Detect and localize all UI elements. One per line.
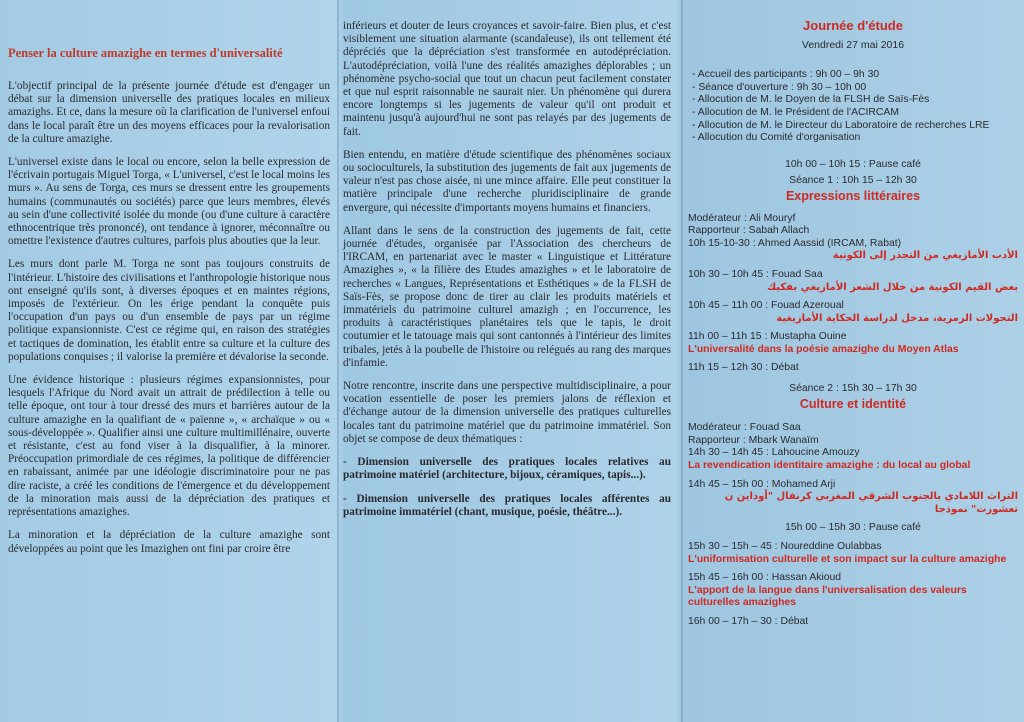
talk-title: التراث اللامادي بالجنوب الشرقي المغربي كرنفال "أوداين ن تعشورت" نموذجا [724, 491, 1018, 515]
seance-1: Séance 1 : 10h 15 – 12h 30 [789, 175, 917, 187]
talk-time: 15h 30 – 15h – 45 : Noureddine Oulabbas [688, 541, 882, 552]
pause-1: 10h 00 – 10h 15 : Pause café [785, 158, 921, 170]
talk-time: 11h 00 – 11h 15 : Mustapha Ouine [688, 331, 847, 343]
column-middle [343, 20, 671, 529]
talk-title: L'apport de la langue dans l'universalisation des valeurs culturelles amazighes [688, 584, 967, 609]
program-date: Vendredi 27 mai 2016 [801, 38, 905, 51]
list-item: - Allocution du Comité d'organisation [692, 132, 861, 144]
paragraph: L'objectif principal de la présente journée d'étude est d'engager un débat sur la dimension universelle des pratiques locales en milieux amazighs. Et ce, dans la mesure où la clarification de l'universel enfoui dans le local paraît être un des moyens efficaces pour la revalorisation de la culture amazighe. [8, 80, 330, 145]
paragraph: Notre rencontre, inscrite dans une perspective multidisciplinaire, a pour vocation essentielle de poser les premiers jalons de réflexion et d'échange autour de la dimension universelle des pratiques culturelles locales tant du patrimoine matériel que du patrimoine immatériel. Son objet se compose de deux thématiques : [343, 380, 671, 445]
list-item: - Allocution de M. le Directeur du Laboratoire de recherches LRE [692, 119, 990, 131]
session-2-talks-a [688, 447, 1018, 516]
article-title: Penser la culture amazighe en termes d'universalité [8, 46, 283, 60]
talk-title: التحولات الرمزية، مدخل لدراسة الحكاية الأمازيغية [776, 312, 1018, 324]
debat-1: 11h 15 – 12h 30 : Débat [688, 362, 799, 374]
paragraph: La minoration et la dépréciation de la culture amazighe sont développées au point que les Imazighen ont fini par croire être [8, 529, 330, 555]
paragraph: Les murs dont parle M. Torga ne sont pas toujours construits de l'intérieur. L'histoire des civilisations et l'anthropologie historique nous ont enseigné qu'ils sont, à diverses époques et en maintes régions, imposés de l'extérieur. On les érige pendant la conquête puis l'occupation d'un pays ou d'un ensemble de pays par un régime politique expansionniste. C'est ce régime qui, en raison des stratégies et tactiques de domination, les établit entre sa culture et la culture des populations conquises ; il valorise la première et dévalorise la seconde. [8, 258, 330, 363]
list-item: - Accueil des participants : 9h 00 – 9h 30 [692, 69, 880, 81]
section-2-title: Culture et identité [799, 396, 907, 411]
talk-time: 10h 30 – 10h 45 : Fouad Saa [688, 268, 823, 280]
fold-line-left [337, 0, 339, 722]
paragraph: inférieurs et douter de leurs croyances et savoir-faire. Bien plus, et c'est visiblement une situation alarmante (scandaleuse), ils ont tellement été dépréciés que la dépréciation s'est transformée en autodépréciation. L'autodépréciation, voilà l'une des réalités amazighes déplorables ; un phénomène psycho-social que tout un chacun peut facilement constater et que nul esprit raisonnable ne saurait nier. Un phénomène qui durera encore longtemps si les jugements de valeur qu'il ont produit et maintenu jusqu'à aujourd'hui ne sont pas relayés par des jugements de fait. [343, 20, 671, 138]
list-item: - Séance d'ouverture : 9h 30 – 10h 00 [692, 81, 867, 93]
talk-title: الأدب الأمازيغي من التجذر إلى الكونية [832, 250, 1018, 262]
moderator-1: Modérateur : Ali Mouryf [688, 212, 796, 224]
talk-time: 10h 45 – 11h 00 : Fouad Azeroual [688, 300, 844, 312]
seance-2: Séance 2 : 15h 30 – 17h 30 [789, 383, 917, 395]
debat-2: 16h 00 – 17h – 30 : Débat [688, 615, 809, 627]
column-left [8, 80, 330, 566]
column-program [688, 20, 1018, 629]
session-1-talks [688, 238, 1018, 357]
section-1-title: Expressions littéraires [785, 188, 921, 203]
talk-time: 14h 45 – 15h 00 : Mohamed Arji [688, 478, 836, 490]
talk-title: بعض القيم الكونية من خلال الشعر الأمازيغي بفكيك [766, 281, 1018, 293]
paragraph: Bien entendu, en matière d'étude scientifique des phénomènes sociaux ou socioculturels, la substitution des jugements de fait aux jugements de valeur n'est pas chose aisée, ni une mince affaire. Elle peut constituer la matière principale d'une recherche pluridisciplinaire de grande envergure, qui nécessite d'importants moyens humains et financiers. [343, 148, 671, 214]
theme-item: - Dimension universelle des pratiques locales relatives au patrimoine matériel (architecture, bijoux, céramiques, tapis...). [343, 456, 671, 482]
pause-2: 15h 00 – 15h 30 : Pause café [785, 522, 921, 534]
paragraph: Une évidence historique : plusieurs régimes expansionnistes, pour lesquels l'Afrique du Nord avait un attrait de prédilection à telle ou telle époque, ont tour à tour dressé des murs et barrières autour de la culture amazighe en la qualifiant de « païenne », « archaïque » ou « sous-développée ». Qualifier ainsi une culture multimillénaire, ouverte et résistante, c'est au fond viser à la disqualifier, à la minorer. Préoccupation primordiale de ces régimes, la politique de différencier en rabaissant, animée par une idéologie discriminatoire pour ne pas dire raciste, a créé les conditions de l'émergence et du développement de la minoration mais aussi de la dépréciation des pratiques et représentations amazighes. [8, 374, 330, 519]
talk-time: 14h 30 – 14h 45 : Lahoucine Amouzy [688, 447, 860, 459]
talk-time: 10h 15-10-30 : Ahmed Aassid (IRCAM, Rabat) [688, 237, 902, 249]
talk-title: La revendication identitaire amazighe : du local au global [688, 460, 971, 472]
rapporteur-2: Rapporteur : Mbark Wanaïm [688, 434, 819, 446]
talk-title: L'universalité dans la poésie amazighe du Moyen Atlas [688, 343, 959, 355]
list-item: - Allocution de M. le Doyen de la FLSH de Saïs-Fès [692, 94, 930, 106]
talk-time: 15h 45 – 16h 00 : Hassan Akioud [688, 572, 842, 584]
talk-title: L'uniformisation culturelle et son impact sur la culture amazighe [688, 553, 1007, 565]
fold-line-right [681, 0, 683, 722]
rapporteur-1: Rapporteur : Sabah Allach [688, 225, 810, 237]
opening-list [692, 69, 1018, 145]
program-title: Journée d'étude [803, 18, 903, 33]
paragraph: L'universel existe dans le local ou encore, selon la belle expression de l'écrivain portugais Miguel Torga, « L'universel, c'est le local moins les murs ». Au sens de Torga, ces murs se dressent entre les groupements humains (communautés ou sociétés) parce que leurs membres, élevés au sein d'une collectivité isolée du monde (ou d'une culture à caractère ethnocentrique très prononcé), ont tendance à ignorer, méconnaître ou omettre l'existence d'autres cultures, parfois plus abouties que la leur. [8, 156, 330, 248]
paragraph: Allant dans le sens de la construction des jugements de fait, cette journée d'études, organisée par l'Association des chercheurs de l'IRCAM, en partenariat avec le master « Linguistique et Littérature Amazighes », « la filière des Etudes amazighes » et le laboratoire de recherches « Langues, Représentations et Esthétiques » de la FLSH de Saïs-Fès, se propose donc de tirer au clair les produits matériels et immatériels du patrimoine culturel amazigh ; en l'occurrence, les produits à caractéristiques planétaires tels que le tapis, le droit coutumier et le tatouage mais qui sont cantonnés à l'intérieur des limites tribales, jetés à la poubelle de l'histoire ou relégués au rang des marques d'infamie. [343, 224, 671, 369]
session-2-talks-b [688, 541, 1018, 610]
moderator-2: Modérateur : Fouad Saa [688, 422, 801, 434]
theme-item: - Dimension universelle des pratiques locales afférentes au patrimoine immatériel (chant, musique, poésie, théâtre...). [343, 492, 671, 518]
list-item: - Allocution de M. le Président de l'ACIRCAM [692, 106, 899, 118]
